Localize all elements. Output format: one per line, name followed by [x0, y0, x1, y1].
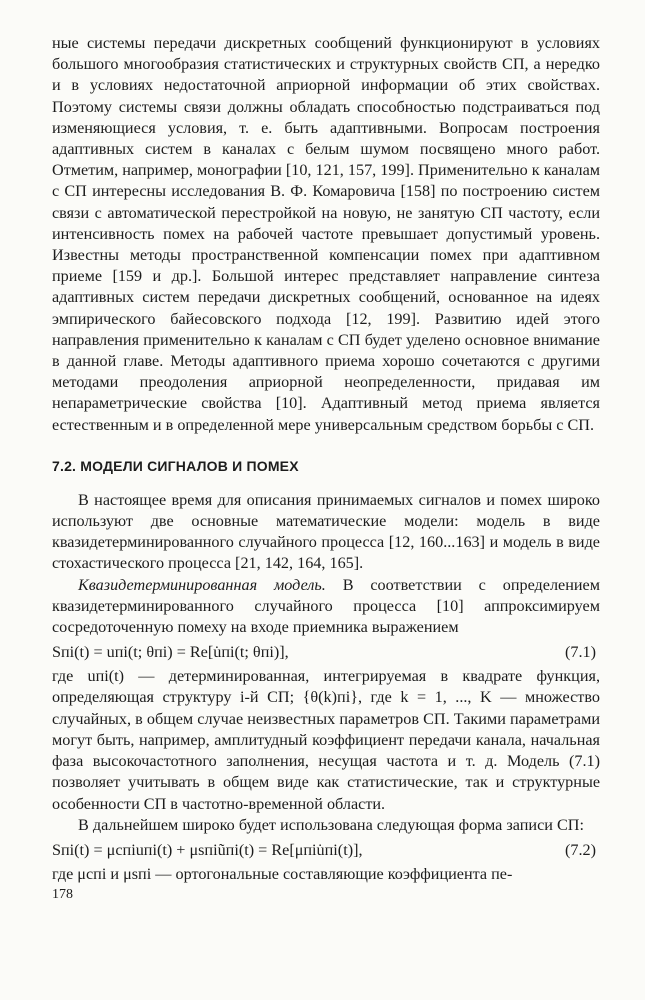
paragraph-definition: где uпi(t) — детерминированная, интегрируемая в квадрате функция, определяющая структуру i-й СП; {θ(k)пi}, где k = 1, ..., K — множество случайных, в общем случае неизвестных параметров СП. Такими параметрами могут быть, например, амплитудный коэффициент передачи канала, начальная фаза высокочастотного заполнения, несущая частота и т. д. Модель (7.1) позволяет учитывать в общем виде как статистические, так и структурные особенности СП в частотно-временной области.	[52, 667, 600, 813]
paragraph-notation: В дальнейшем широко будет использована следующая форма записи СП:	[78, 815, 584, 834]
equation-7-2	[52, 838, 600, 862]
paragraph-quasideterministic-text: В соответствии с определением квазидетерминированного случайного процесса [10] аппроксимируем сосредоточенную помеху на входе приемника выражением	[52, 575, 600, 637]
page-body	[52, 33, 600, 903]
equation-7-2-number: (7.2)	[564, 840, 596, 859]
page-number: 178	[52, 887, 73, 903]
section-heading: 7.2. МОДЕЛИ СИГНАЛОВ И ПОМЕХ	[52, 457, 299, 474]
equation-7-1	[52, 640, 600, 664]
equation-7-2-body: Sпi(t) = μcпiuпi(t) + μsпiũпi(t) = Re[μпiu̇пi(t)],	[52, 840, 363, 859]
paragraph-models: В настоящее время для описания принимаемых сигналов и помех широко используют две основные математические модели: модель в виде квазидетерминированного случайного процесса [12, 160...163] и модель в виде стохастического процесса [21, 142, 164, 165].	[52, 490, 600, 573]
paragraph-intro: ные системы передачи дискретных сообщений функционируют в условиях большого многообразия статистических и структурных свойств СП, а нередко и в условиях недостаточной априорной информации об этих свойствах. Поэтому системы связи должны обладать способностью подстраиваться под изменяющиеся условия, т. е. быть адаптивными. Вопросам построения адаптивных систем в каналах с белым шумом посвящено много работ. Отметим, например, монографии [10, 121, 157, 199]. Применительно к каналам с СП интересны исследования В. Ф. Комаровича [158] по построению систем связи с автоматической перестройкой на новую, не занятую СП частоту, если интенсивность помех на рабочей частоте превышает допустимый уровень. Известны методы пространственной компенсации помех при адаптивном приеме [159 и др.]. Большой интерес представляет направление синтеза адаптивных систем передачи дискретных сообщений, основанное на идеях эмпирического байесовского подхода [12, 199]. Развитию идей этого направления применительно к каналам с СП будет уделено основное внимание в данной главе. Методы адаптивного приема хорошо сочетаются с другими методами преодоления априорной неопределенности, придавая им непараметрические свойства [10]. Адаптивный метод приема является естественным и в определенной мере универсальным средством борьбы с СП.	[52, 34, 600, 434]
equation-7-1-number: (7.1)	[564, 643, 596, 662]
paragraph-quasideterministic	[52, 575, 600, 639]
subsection-title: Квазидетерминированная модель.	[78, 575, 326, 594]
paragraph-orthogonal: где μcпi и μsпi — ортогональные составляющие коэффициента пе-	[52, 864, 513, 883]
equation-7-1-body: Sпi(t) = uпi(t; θпi) = Re[u̇пi(t; θпi)],	[52, 643, 289, 662]
